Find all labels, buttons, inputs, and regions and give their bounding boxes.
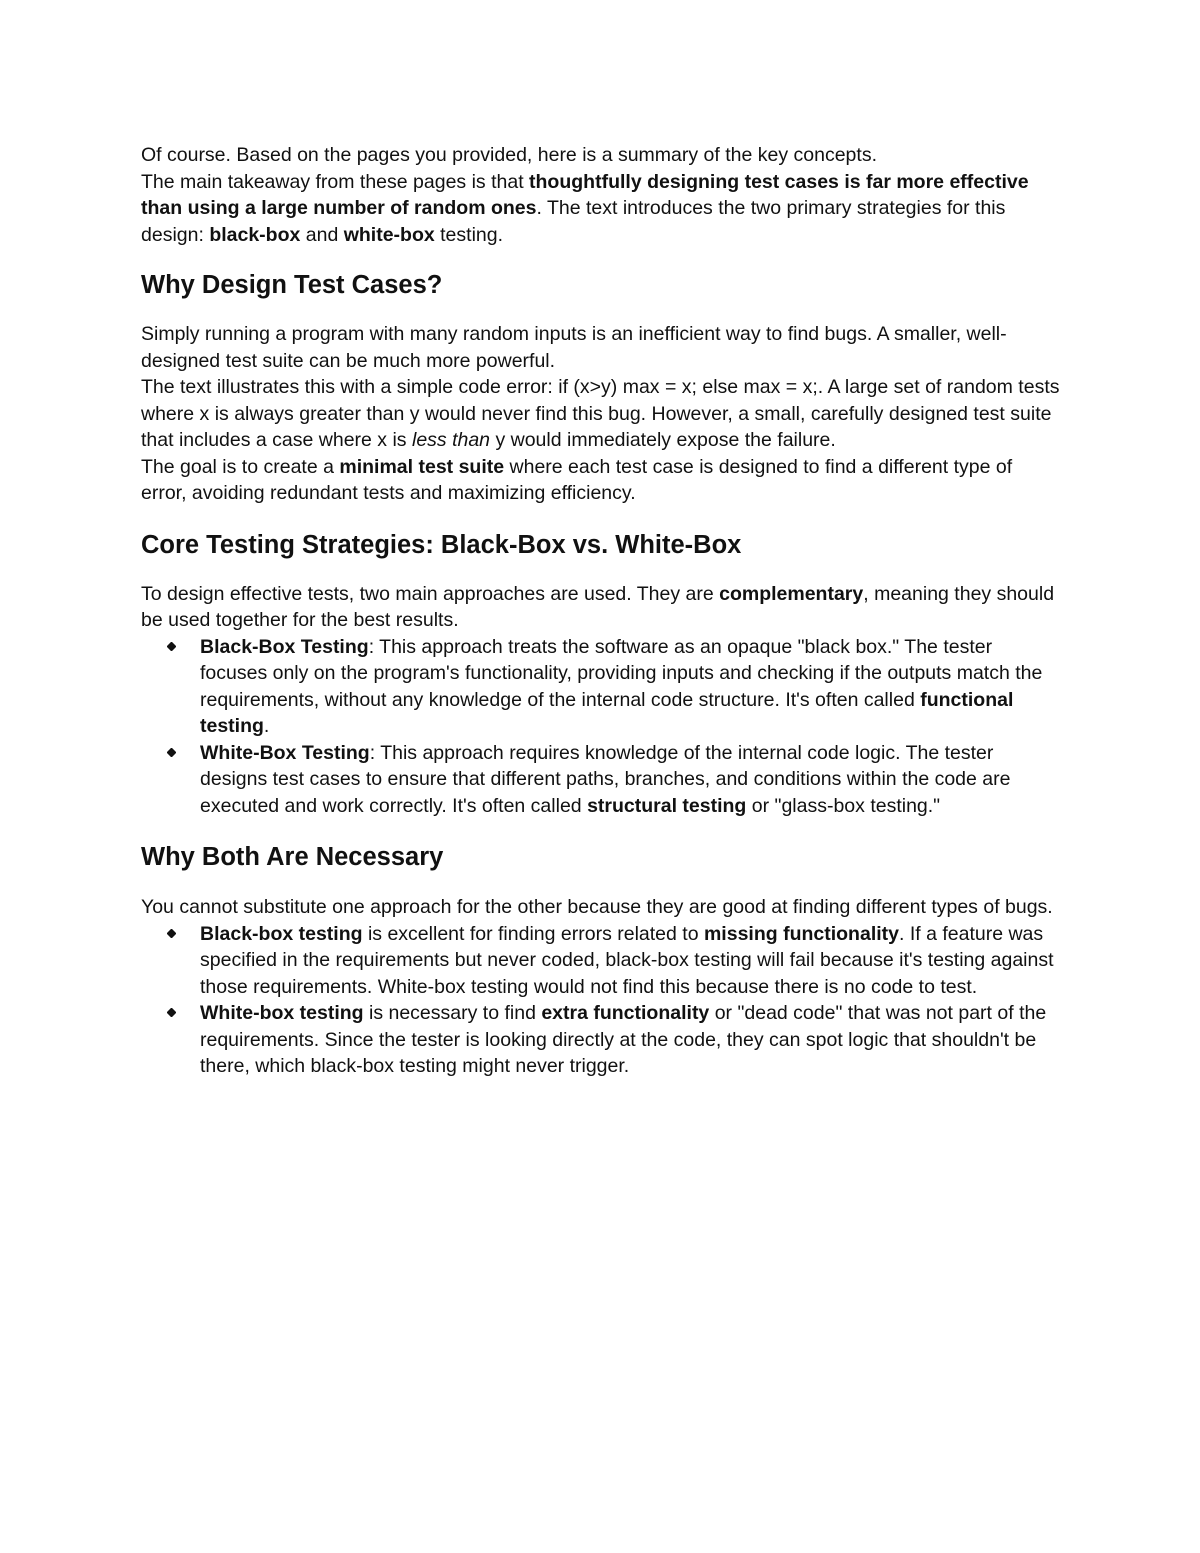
document-page [141,142,1061,1080]
necessity-list [141,921,1061,1080]
both-paragraph: You cannot substitute one approach for the other because they are good at finding different types of bugs. [141,896,1053,918]
takeaway-emphasis: thoughtfully designing test cases is far more effective than using a large number of random ones [141,170,1029,219]
list-item-black-box: Black-Box Testing: This approach treats the software as an opaque "black box." The tester focuses only on the program's functionality, providing inputs and checking if the outputs match the requirements, without any knowledge of the internal code structure. It's often called functional testing. [141,634,1061,740]
why-design-paragraph-1: Simply running a program with many random inputs is an inefficient way to find bugs. A smaller, well-designed test suite can be much more powerful. [141,323,1007,372]
complementary-term: complementary [719,582,864,605]
list-item-black-box-necessity: Black-box testing is excellent for finding errors related to missing functionality. If a feature was specified in the requirements but never coded, black-box testing will fail because it's testing against those requirements. White-box testing would not find this because there is no code to test. [141,921,1061,1001]
why-design-paragraph-3: The goal is to create a minimal test suite where each test case is designed to find a different type of error, avoiding redundant tests and maximizing efficiency. [141,455,1013,504]
white-box-term: white-box [343,223,435,246]
bullet-icon [167,929,176,938]
bullet-icon [167,1008,176,1017]
core-paragraph: To design effective tests, two main approaches are used. They are complementary, meaning they should be used together for the best results. [141,582,1055,631]
takeaway-paragraph: The main takeaway from these pages is that thoughtfully designing test cases is far more effective than using a large number of random ones. The text introduces the two primary strategies for this design: black-box and white-box testing. [141,170,1029,246]
strategies-list [141,634,1061,820]
intro-paragraph: Of course. Based on the pages you provided, here is a summary of the key concepts. [141,144,877,166]
why-design-paragraph-2: The text illustrates this with a simple code error: if (x>y) max = x; else max = x;. A large set of random tests where x is always greater than y would never find this bug. However, a small, carefully designed test suite that includes a case where x is less than y would immediately expose the failure. [141,376,1060,451]
heading-core-testing-strategies: Core Testing Strategies: Black-Box vs. White-Box [141,530,742,559]
heading-why-both-are-necessary: Why Both Are Necessary [141,843,444,871]
list-item-white-box: White-Box Testing: This approach requires knowledge of the internal code logic. The tester designs test cases to ensure that different paths, branches, and conditions within the code are executed and work correctly. It's often called structural testing or "glass-box testing." [141,740,1061,820]
bullet-icon [167,748,176,757]
black-box-term: black-box [209,223,301,246]
less-than-emphasis: less than [411,429,491,451]
heading-why-design-test-cases: Why Design Test Cases? [141,271,443,299]
bullet-icon [167,642,176,651]
minimal-test-suite-term: minimal test suite [339,455,505,478]
list-item-white-box-necessity: White-box testing is necessary to find extra functionality or "dead code" that was not part of the requirements. Since the tester is looking directly at the code, they can spot logic that shouldn't be there, which black-box testing might never trigger. [141,1000,1061,1080]
